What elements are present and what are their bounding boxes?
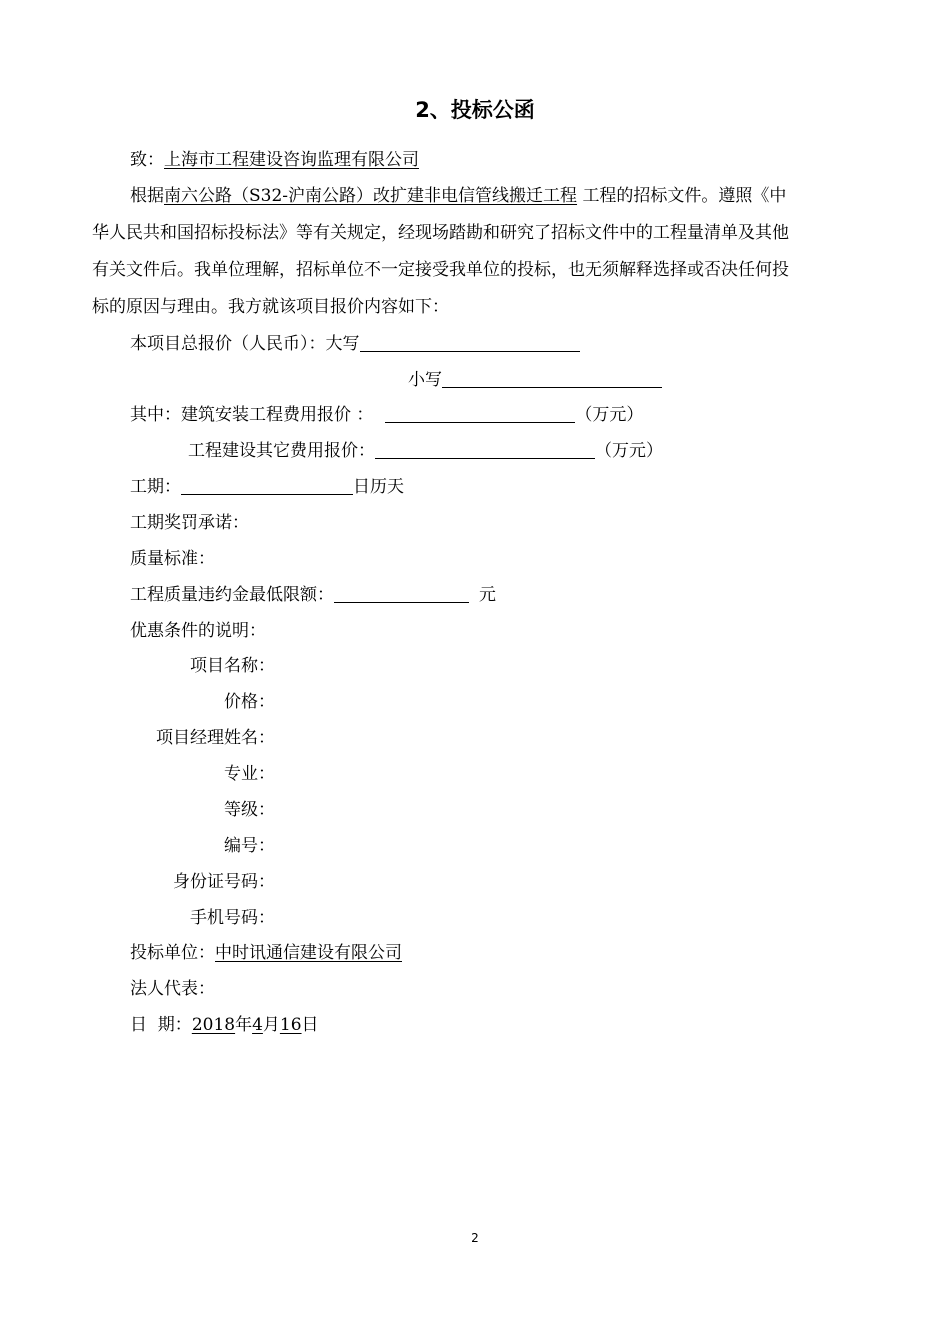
small-price-line	[408, 368, 662, 392]
intro-line-4: 标的原因与理由。我方就该项目报价内容如下：	[92, 297, 449, 317]
period-unit: 日历天	[353, 477, 404, 497]
penalty-line	[130, 583, 496, 607]
build-price-unit: （万元）	[575, 405, 644, 425]
date-month: 4	[252, 1015, 263, 1035]
phone-label: 手机号码：	[190, 908, 275, 928]
date-month-char: 月	[262, 1015, 280, 1035]
number-label: 编号：	[224, 836, 275, 856]
small-price-label: 小写	[408, 370, 442, 390]
project-name-label: 项目名称：	[190, 656, 275, 676]
date-label: 日 期：	[130, 1015, 192, 1035]
intro-line-3: 有关文件后。我单位理解，招标单位不一定接受我单位的投标，也无须解释选择或否决任何投	[92, 260, 789, 280]
period-label: 工期：	[130, 477, 181, 497]
page-number: 2	[471, 1231, 479, 1245]
small-price-blank	[442, 369, 662, 388]
intro-line-2: 华人民共和国招标投标法》等有关规定，经现场踏勘和研究了招标文件中的工程量清单及其他	[92, 223, 789, 243]
legal-rep-label: 法人代表：	[130, 979, 215, 999]
date-year-char: 年	[235, 1015, 253, 1035]
build-price-label: 其中：建筑安装工程费用报价 ：	[130, 405, 374, 425]
bidder-line	[130, 941, 402, 965]
intro-line1-rest: 工程的招标文件。遵照《中	[582, 186, 787, 206]
date-day-char: 日	[301, 1015, 319, 1035]
recipient-line	[130, 148, 419, 172]
bidder-name: 中时讯通信建设有限公司	[215, 943, 402, 963]
penalty-unit: 元	[479, 585, 496, 605]
intro-prefix: 根据	[130, 186, 164, 206]
total-price-label: 本项目总报价（人民币）：大写	[130, 334, 360, 354]
build-price-blank	[385, 404, 575, 423]
period-line	[130, 475, 404, 499]
discount-label: 优惠条件的说明：	[130, 621, 266, 641]
date-day: 16	[279, 1015, 302, 1035]
recipient-name: 上海市工程建设咨询监理有限公司	[164, 150, 419, 170]
date-year: 2018	[191, 1015, 236, 1035]
reward-label: 工期奖罚承诺：	[130, 513, 249, 533]
penalty-label: 工程质量违约金最低限额：	[130, 585, 334, 605]
bidder-label: 投标单位：	[130, 943, 215, 963]
major-label: 专业：	[224, 764, 275, 784]
other-price-blank	[375, 440, 595, 459]
id-number-label: 身份证号码：	[173, 872, 275, 892]
quality-label: 质量标准：	[130, 549, 215, 569]
recipient-prefix: 致：	[130, 150, 164, 170]
period-blank	[181, 476, 353, 495]
page-title: 2、投标公函	[415, 98, 535, 122]
price-label: 价格：	[224, 692, 275, 712]
manager-label: 项目经理姓名：	[156, 728, 275, 748]
build-price-line	[130, 403, 643, 427]
penalty-blank	[334, 584, 469, 603]
other-price-unit: （万元）	[595, 441, 663, 461]
other-price-line	[188, 439, 663, 463]
other-price-label: 工程建设其它费用报价：	[188, 441, 375, 461]
date-line	[130, 1013, 319, 1037]
intro-line-1	[130, 184, 786, 208]
total-price-blank	[360, 333, 580, 352]
total-price-line	[130, 332, 580, 356]
project-name: 南六公路（S32-沪南公路）改扩建非电信管线搬迁工程	[164, 186, 578, 206]
grade-label: 等级：	[224, 800, 275, 820]
